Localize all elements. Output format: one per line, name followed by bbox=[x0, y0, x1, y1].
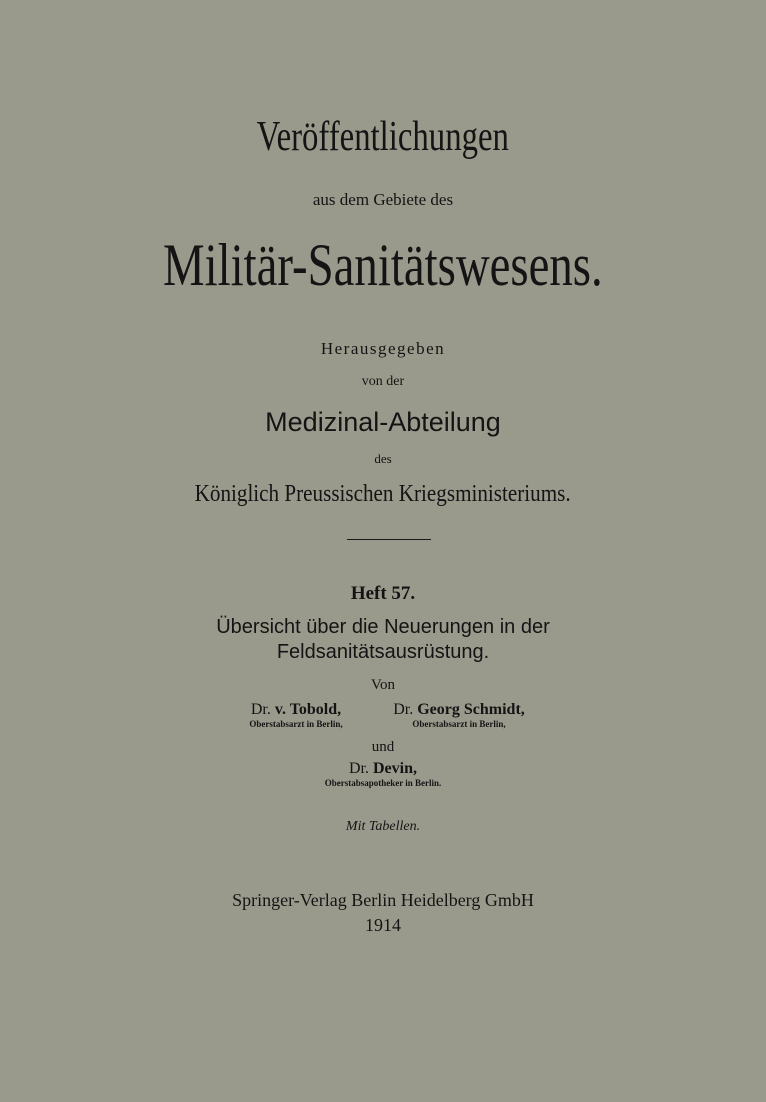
by-label: Von bbox=[371, 677, 395, 693]
divider-rule bbox=[347, 539, 431, 540]
series-main-title-text: Militär-Sanitätswesens. bbox=[163, 232, 603, 298]
editor-ministry bbox=[0, 480, 766, 508]
author-1-role: Oberstabsarzt in Berlin, bbox=[249, 719, 343, 729]
work-title-line-2: Feldsanitätsausrüstung. bbox=[276, 641, 490, 663]
series-title-text: Veröffentlichungen bbox=[256, 114, 510, 160]
publisher: Springer-Verlag Berlin Heidelberg GmbH bbox=[232, 890, 534, 910]
author-2-prefix: Dr. bbox=[393, 701, 418, 718]
author-2 bbox=[379, 701, 539, 730]
editor-des: des bbox=[374, 451, 392, 466]
editor-ministry-text: Königlich Preussischen Kriegsministeriums. bbox=[194, 481, 572, 507]
author-2-name: Georg Schmidt, bbox=[417, 701, 525, 718]
series-title bbox=[0, 112, 766, 162]
editor-department: Medizinal-Abteilung bbox=[265, 407, 501, 437]
issue-number: Heft 57. bbox=[350, 583, 416, 604]
supplement-note: Mit Tabellen. bbox=[345, 819, 421, 834]
publication-year: 1914 bbox=[365, 915, 401, 935]
author-1-name: v. Tobold, bbox=[274, 701, 342, 718]
and-label: und bbox=[371, 739, 395, 755]
author-2-role: Oberstabsarzt in Berlin, bbox=[412, 719, 506, 729]
work-title-line-1: Übersicht über die Neuerungen in der bbox=[216, 616, 550, 638]
author-1 bbox=[236, 701, 356, 730]
series-subtitle: aus dem Gebiete des bbox=[312, 190, 454, 209]
author-3-role: Oberstabsapotheker in Berlin. bbox=[324, 778, 442, 788]
author-3-name: Devin, bbox=[373, 760, 417, 777]
series-main-title bbox=[0, 230, 766, 300]
author-3-prefix: Dr. bbox=[349, 760, 373, 777]
editor-intro: Herausgegeben bbox=[320, 339, 446, 358]
author-3 bbox=[283, 760, 483, 789]
author-1-prefix: Dr. bbox=[250, 701, 275, 718]
editor-von: von der bbox=[361, 374, 405, 389]
